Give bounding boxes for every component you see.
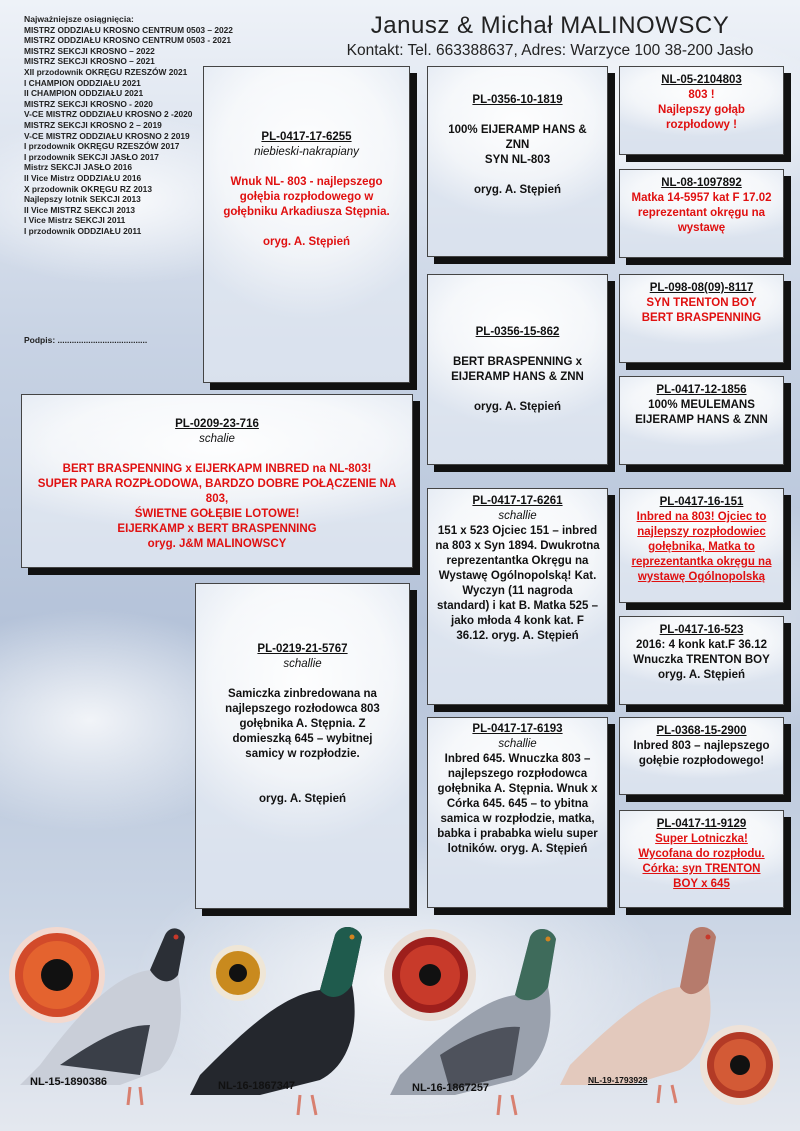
card-origin: oryg. A. Stępień (258, 793, 347, 805)
pigeon-photos (0, 915, 800, 1131)
card-line: SUPER PARA ROZPŁODOWA, BARDZO DOBRE POŁĄCZENIE NA 803, (37, 478, 397, 505)
card-line: BERT BRASPENNING x EIJERAMP HANS & ZNN (451, 355, 584, 383)
card-line: 100% EIJERAMP HANS & ZNN (448, 124, 587, 151)
pigeon-color: schallie (498, 738, 537, 750)
pigeon-ring-label: NL-15-1890386 (30, 1076, 108, 1088)
achievement-item: MISTRZ ODDZIAŁU KROSNO CENTRUM 0503 – 2022 (24, 24, 233, 35)
pedigree-card-dds (427, 717, 608, 908)
achievement-item: I przodownik ODDZIAŁU 2011 (24, 225, 142, 236)
pigeon-color: schallie (498, 510, 537, 522)
ring-number: PL-0417-11-9129 (656, 818, 747, 830)
card-line: Najlepszy gołąb rozpłodowy ! (658, 104, 745, 131)
ring-number: NL-05-2104803 (661, 74, 742, 86)
achievement-item: I przodownik OKRĘGU RZESZÓW 2017 (24, 141, 180, 152)
card-line: BERT BRASPENNING x EIJERKAPM INBRED na NL-803! (62, 463, 372, 475)
pedigree-card-ddd (619, 810, 784, 908)
achievement-item: MISTRZ SEKCJI KROSNO – 2022 (24, 45, 155, 56)
pigeon-color: schallie (283, 658, 322, 670)
card-line: EIJERKAMP x BERT BRASPENNING (117, 523, 317, 535)
achievement-item: MISTRZ SEKCJI KROSNO 2 – 2019 (24, 119, 162, 130)
pedigree-card-dsd (619, 616, 784, 705)
ring-number: PL-0417-16-523 (659, 624, 744, 636)
achievement-item: MISTRZ ODDZIAŁU KROSNO CENTRUM 0503 - 2021 (24, 35, 232, 46)
card-text: Samiczka zinbredowana na najlepszego rozłodowca 803 gołębnika A. Stępnia. Z domieszką 645 – wybitnej samicy w rozpłodzie. (225, 688, 380, 760)
pedigree-card-ssd (619, 169, 784, 258)
card-note: Wnuk NL- 803 - najlepszego gołębia rozpłodowego w gołębniku Arkadiusza Stępnia. (223, 175, 390, 218)
ring-number: PL-0368-15-2900 (656, 725, 747, 737)
pedigree-card-dss (619, 488, 784, 603)
pigeon-ring-label: NL-19-1793928 (588, 1075, 648, 1085)
achievement-item: XII przodownik OKRĘGU RZESZÓW 2021 (24, 66, 188, 77)
ring-number: PL-0417-17-6255 (261, 130, 352, 143)
achievement-item: I CHAMPION ODDZIAŁU 2021 (24, 77, 141, 88)
card-origin: oryg. J&M MALINOWSCY (147, 538, 287, 550)
achievement-item: I Vice Mistrz SEKCJI 2011 (24, 215, 126, 226)
pedigree-card-sire (203, 66, 410, 383)
card-text: Inbred 803 – najlepszego gołębie rozpłodowego! (633, 740, 770, 767)
achievement-item: II Vice MISTRZ SEKCJI 2013 (24, 204, 136, 215)
achievement-item: V-CE MISTRZ ODDZIAŁU KROSNO 2 2019 (24, 130, 190, 141)
card-origin: oryg. A. Stępień (657, 669, 746, 681)
card-line: SYN TRENTON BOY (646, 297, 757, 309)
card-origin: oryg. A. Stępień (473, 184, 562, 196)
achievement-item: X przodownik OKRĘGU RZ 2013 (24, 183, 152, 194)
ring-number: PL-098-08(09)-8117 (649, 282, 754, 294)
achievement-item: II Vice Mistrz ODDZIAŁU 2016 (24, 172, 142, 183)
card-line: 100% MEULEMANS EIJERAMP HANS & ZNN (635, 399, 768, 426)
ring-number: PL-0356-10-1819 (472, 94, 563, 106)
pedigree-card-sds (619, 274, 784, 363)
card-line: Matka 14-5957 kat F 17.02 reprezentant okręgu na wystawę (631, 192, 772, 234)
ring-number: PL-0219-21-5767 (257, 643, 348, 655)
pigeon-ring-label: NL-16-1867347 (218, 1080, 296, 1092)
achievement-item: MISTRZ SEKCJI KROSNO - 2020 (24, 98, 153, 109)
pedigree-card-ss (427, 66, 608, 257)
pedigree-card-dd (195, 583, 410, 909)
achievement-item: II CHAMPION ODDZIAŁU 2021 (24, 88, 144, 99)
pedigree-card-sd (427, 274, 608, 465)
card-line: 2016: 4 konk kat.F 36.12 (635, 639, 768, 651)
pigeon-color: schalie (199, 433, 235, 445)
pedigree-card-sdd (619, 376, 784, 465)
card-line: Wnuczka TRENTON BOY (633, 654, 770, 666)
achievement-item: Mistrz SEKCJI JASŁO 2016 (24, 162, 132, 173)
signature-line: Podpis: ...................................... (24, 335, 148, 345)
card-origin: oryg. A. Stępień (473, 400, 562, 413)
pigeon-photo-strip (0, 915, 800, 1131)
pigeon-eye-image (384, 929, 476, 1021)
card-line: SYN NL-803 (484, 154, 551, 166)
pedigree-card-ds (427, 488, 608, 705)
ring-number: PL-0417-12-1856 (656, 384, 747, 396)
achievement-item: MISTRZ SEKCJI KROSNO – 2021 (24, 56, 155, 67)
pigeon-eye-image (700, 1025, 780, 1105)
owner-contact: Kontakt: Tel. 663388637, Adres: Warzyce 100 38-200 Jasło (346, 42, 754, 59)
achievement-item: Najlepszy lotnik SEKCJI 2013 (24, 194, 141, 205)
card-text: Super Lotniczka! Wycofana do rozpłodu. Córka: syn TRENTON BOY x 645 (638, 833, 765, 890)
pigeon-eye-image (210, 945, 266, 1001)
pigeon-ring-label: NL-16-1867257 (412, 1082, 490, 1094)
ring-number: PL-0356-15-862 (475, 325, 560, 338)
card-line: ŚWIETNE GOŁĘBIE LOTOWE! (134, 508, 300, 520)
card-origin: oryg. A. Stępień (262, 235, 351, 248)
pedigree-card-sss (619, 66, 784, 155)
achievements-heading: Najważniejsze osiągnięcia: (24, 14, 134, 24)
pedigree-card-dam (21, 394, 413, 568)
ring-number: PL-0417-16-151 (659, 496, 744, 508)
card-line: BERT BRASPENNING (641, 312, 762, 324)
ring-number: NL-08-1097892 (661, 177, 742, 189)
pigeon-color: niebieski-nakrapiany (254, 145, 359, 158)
pedigree-card-ddss (619, 717, 784, 795)
ring-number: PL-0209-23-716 (175, 418, 259, 430)
owner-name: Janusz & Michał MALINOWSCY (370, 12, 730, 39)
card-text: 151 x 523 Ojciec 151 – inbred na 803 x Syn 1894. Dwukrotna reprezentantka Okręgu na Wystawę Ogólnopolską! Kat. Wyczyn (11 nagroda standard) i kat B. Matka 525 – jako młoda 4 konk kat. F 36.12. oryg. A. Stępień (435, 525, 600, 642)
ring-number: PL-0417-17-6261 (472, 495, 563, 507)
achievement-item: V-CE MISTRZ ODDZIAŁU KROSNO 2 -2020 (24, 109, 193, 120)
ring-number: PL-0417-17-6193 (472, 723, 563, 735)
achievement-item: I przodownik SEKCJI JASŁO 2017 (24, 151, 159, 162)
card-text: Inbred 645. Wnuczka 803 – najlepszego rozpłodowca gołębnika A. Stępnia. Wnuk x Córka 645. 645 – to ybitna samica w rozpłodzie, matka, babka i prababka wielu super lotników. oryg. A. Stępień (437, 753, 598, 855)
card-line: 803 ! (688, 89, 715, 101)
card-text: Inbred na 803! Ojciec to najlepszy rozpłodowiec gołębnika, Matka to reprezentantka okręgu na wystawę Ogólnopolską (631, 511, 772, 583)
